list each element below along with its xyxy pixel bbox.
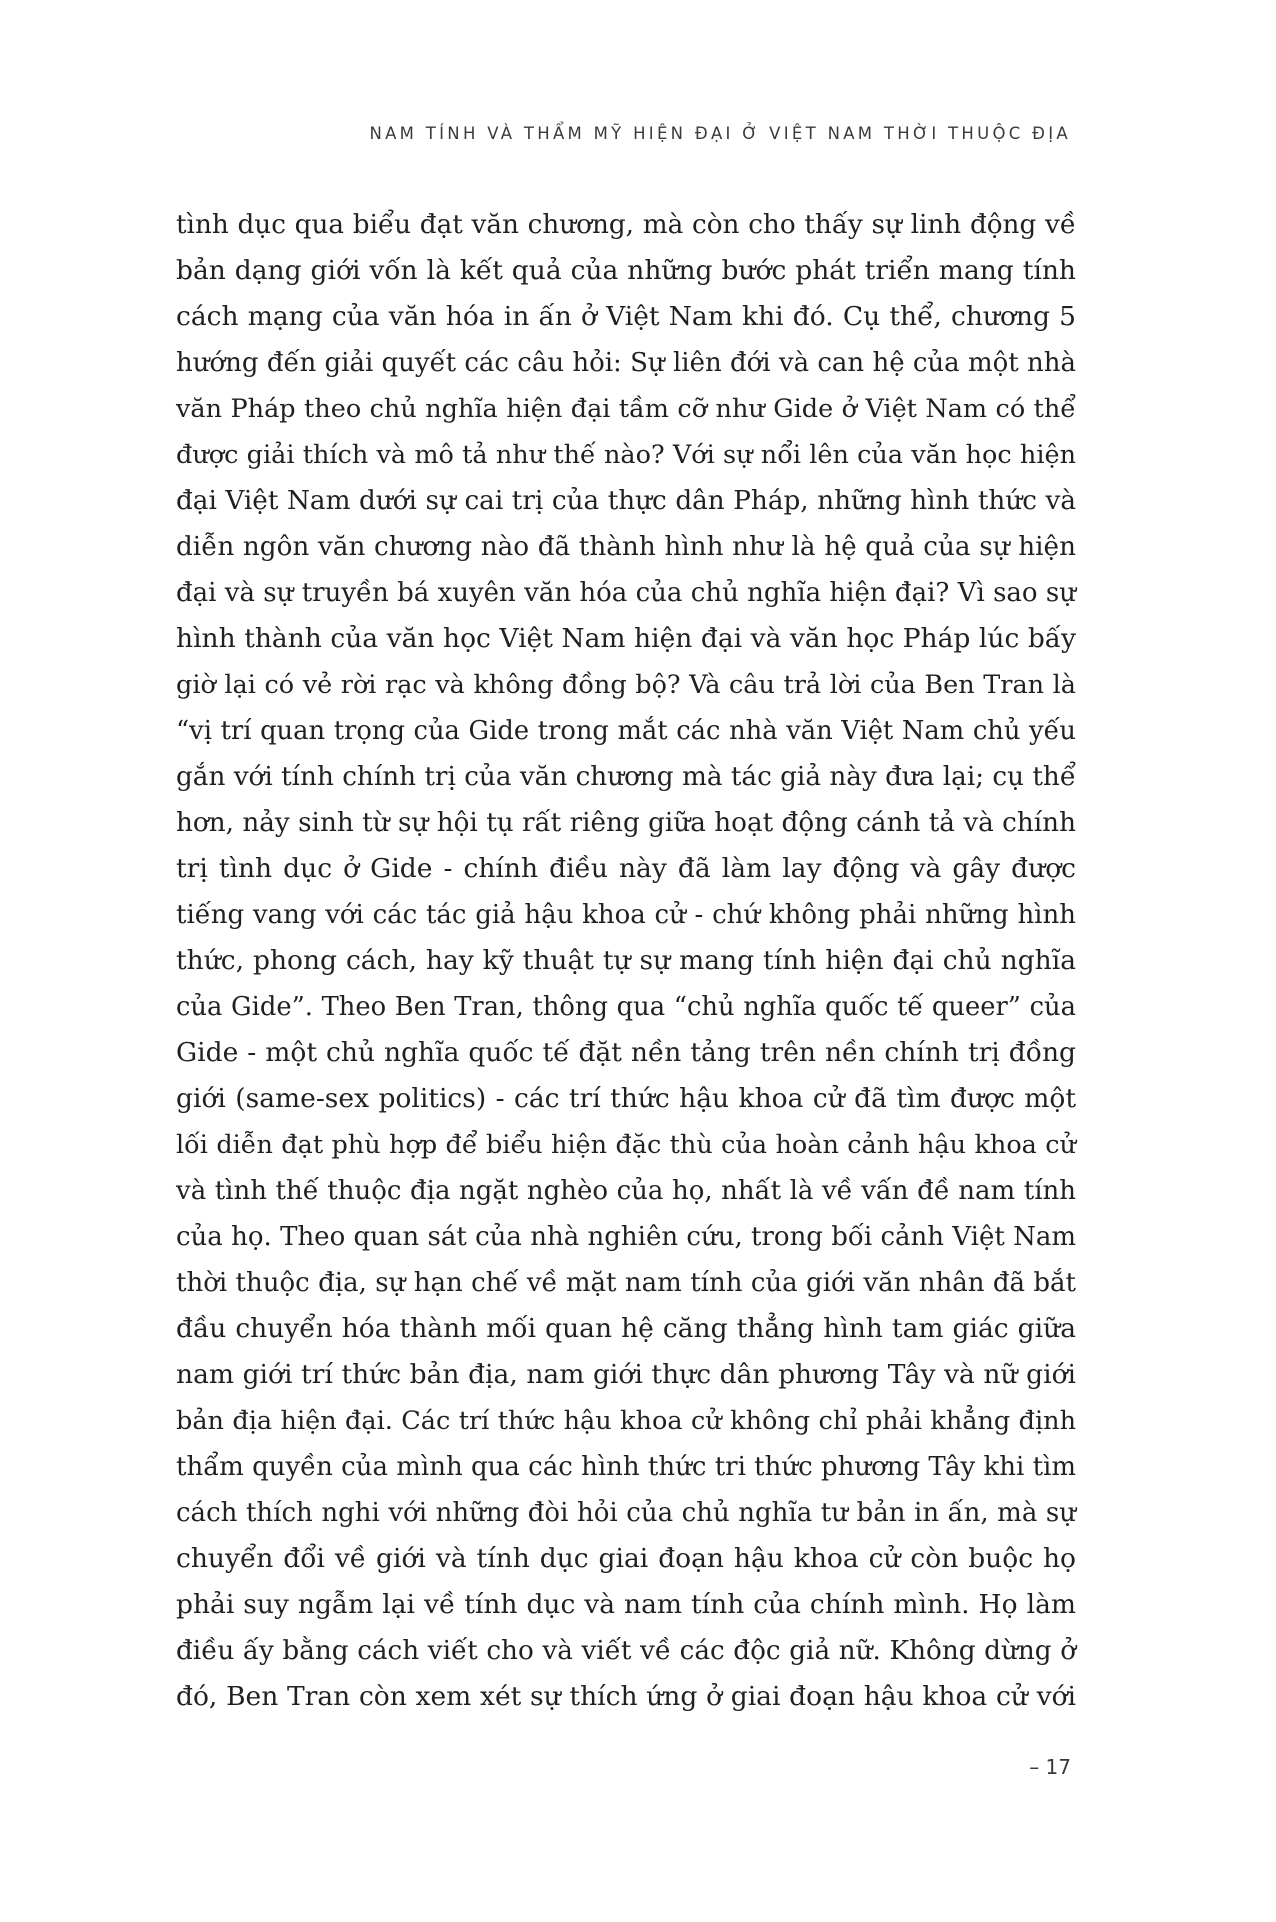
text-line: phải suy ngẫm lại về tính dục và nam tính của chính mình. Họ làm — [176, 1589, 1076, 1620]
text-line: diễn ngôn văn chương nào đã thành hình như là hệ quả của sự hiện — [176, 532, 1076, 562]
text-line: giới (same-sex politics) - các trí thức hậu khoa cử đã tìm được một — [176, 1083, 1076, 1114]
text-line: được giải thích và mô tả như thế nào? Với sự nổi lên của văn học hiện — [176, 440, 1076, 470]
text-line: giờ lại có vẻ rời rạc và không đồng bộ? Và câu trả lời của Ben Tran là — [176, 670, 1076, 700]
text-line: thức, phong cách, hay kỹ thuật tự sự mang tính hiện đại chủ nghĩa — [176, 945, 1076, 976]
text-line: lối diễn đạt phù hợp để biểu hiện đặc thù của hoàn cảnh hậu khoa cử — [176, 1130, 1076, 1160]
text-line: đại và sự truyền bá xuyên văn hóa của chủ nghĩa hiện đại? Vì sao sự — [176, 578, 1076, 608]
text-line: nam giới trí thức bản địa, nam giới thực dân phương Tây và nữ giới — [176, 1359, 1076, 1390]
text-line: của Gide”. Theo Ben Tran, thông qua “chủ nghĩa quốc tế queer” của — [176, 992, 1076, 1022]
text-line: hình thành của văn học Việt Nam hiện đại và văn học Pháp lúc bấy — [176, 623, 1076, 654]
text-line: “vị trí quan trọng của Gide trong mắt các nhà văn Việt Nam chủ yếu — [176, 716, 1076, 746]
text-line: tình dục qua biểu đạt văn chương, mà còn cho thấy sự linh động về — [176, 210, 1076, 240]
text-line: bản dạng giới vốn là kết quả của những bước phát triển mang tính — [176, 255, 1076, 286]
page-number: – 17 — [1029, 1755, 1071, 1779]
text-line: đầu chuyển hóa thành mối quan hệ căng thẳng hình tam giác giữa — [176, 1313, 1076, 1344]
text-line: đại Việt Nam dưới sự cai trị của thực dân Pháp, những hình thức và — [176, 486, 1076, 516]
text-line: hơn, nảy sinh từ sự hội tụ rất riêng giữa hoạt động cánh tả và chính — [176, 808, 1076, 838]
text-line: thời thuộc địa, sự hạn chế về mặt nam tính của giới văn nhân đã bắt — [176, 1268, 1076, 1298]
text-line: Gide - một chủ nghĩa quốc tế đặt nền tảng trên nền chính trị đồng — [176, 1037, 1076, 1068]
text-line: tiếng vang với các tác giả hậu khoa cử - chứ không phải những hình — [176, 900, 1076, 930]
text-line: thẩm quyền của mình qua các hình thức tri thức phương Tây khi tìm — [176, 1452, 1076, 1482]
text-line: hướng đến giải quyết các câu hỏi: Sự liên đới và can hệ của một nhà — [176, 348, 1076, 378]
body-text — [176, 202, 1076, 1720]
text-line: văn Pháp theo chủ nghĩa hiện đại tầm cỡ như Gide ở Việt Nam có thể — [176, 394, 1076, 424]
running-header: NAM TÍNH VÀ THẨM MỸ HIỆN ĐẠI Ở VIỆT NAM THỜI THUỘC ĐỊA — [369, 124, 1071, 143]
text-line: của họ. Theo quan sát của nhà nghiên cứu, trong bối cảnh Việt Nam — [176, 1222, 1076, 1252]
text-line: trị tình dục ở Gide - chính điều này đã làm lay động và gây được — [176, 853, 1076, 884]
text-line: bản địa hiện đại. Các trí thức hậu khoa cử không chỉ phải khẳng định — [176, 1406, 1076, 1436]
text-line: gắn với tính chính trị của văn chương mà tác giả này đưa lại; cụ thể — [176, 762, 1076, 792]
text-line: cách mạng của văn hóa in ấn ở Việt Nam khi đó. Cụ thể, chương 5 — [176, 301, 1076, 332]
text-line: cách thích nghi với những đòi hỏi của chủ nghĩa tư bản in ấn, mà sự — [176, 1498, 1076, 1528]
text-line: và tình thế thuộc địa ngặt nghèo của họ, nhất là về vấn đề nam tính — [176, 1176, 1076, 1206]
text-line: chuyển đổi về giới và tính dục giai đoạn hậu khoa cử còn buộc họ — [176, 1543, 1076, 1574]
text-line: điều ấy bằng cách viết cho và viết về các độc giả nữ. Không dừng ở — [176, 1636, 1076, 1666]
text-line: đó, Ben Tran còn xem xét sự thích ứng ở giai đoạn hậu khoa cử với — [176, 1681, 1076, 1712]
